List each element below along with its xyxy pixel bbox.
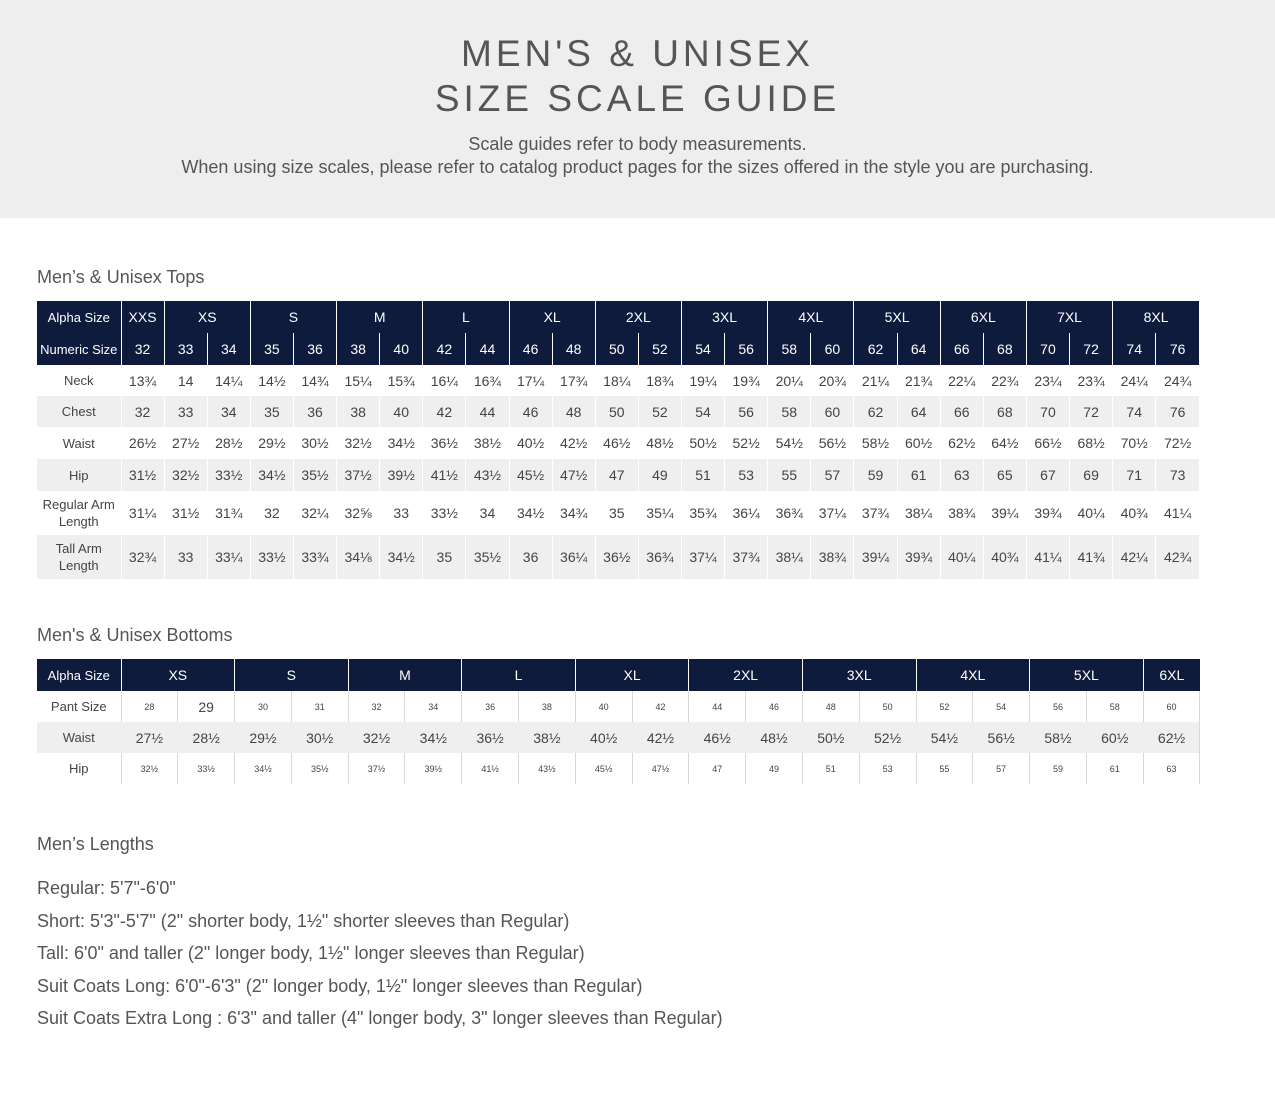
table-cell: 34½ bbox=[235, 753, 292, 784]
table-cell: 46 bbox=[746, 691, 803, 722]
length-item: Suit Coats Long: 6'0"-6'3" (2" longer body, 1½" longer sleeves than Regular) bbox=[37, 975, 643, 996]
table-cell: 35½ bbox=[293, 459, 336, 491]
table-cell: 61 bbox=[1086, 753, 1143, 784]
table-cell: 24¾ bbox=[1156, 365, 1199, 396]
table-cell: 73 bbox=[1156, 459, 1199, 491]
table-cell: 34½ bbox=[380, 427, 423, 459]
table-cell: 36¼ bbox=[725, 491, 768, 535]
table-cell: 58½ bbox=[1030, 722, 1087, 753]
table-cell: 40 bbox=[575, 691, 632, 722]
table-cell: 40¼ bbox=[1070, 491, 1113, 535]
numeric-size-cell: 62 bbox=[854, 333, 897, 365]
numeric-size-cell: 42 bbox=[423, 333, 466, 365]
numeric-size-cell: 72 bbox=[1070, 333, 1113, 365]
alpha-size-cell: 8XL bbox=[1113, 301, 1199, 333]
table-cell: 38¾ bbox=[811, 535, 854, 579]
numeric-size-cell: 54 bbox=[681, 333, 724, 365]
table-cell: 33¾ bbox=[293, 535, 336, 579]
table-cell: 37½ bbox=[337, 459, 380, 491]
table-cell: 38¼ bbox=[897, 491, 940, 535]
row-label: Tall Arm Length bbox=[37, 535, 121, 579]
table-cell: 34 bbox=[466, 491, 509, 535]
row-label: Waist bbox=[37, 427, 121, 459]
table-cell: 68 bbox=[983, 396, 1026, 427]
bottoms-alpha-size-row bbox=[37, 659, 1200, 691]
numeric-size-cell: 32 bbox=[121, 333, 164, 365]
table-cell: 28½ bbox=[207, 427, 250, 459]
table-cell: 31 bbox=[291, 691, 348, 722]
table-cell: 31½ bbox=[164, 491, 207, 535]
table-cell: 56 bbox=[725, 396, 768, 427]
row-label: Hip bbox=[37, 459, 121, 491]
table-cell: 26½ bbox=[121, 427, 164, 459]
table-cell: 20¾ bbox=[811, 365, 854, 396]
table-cell: 53 bbox=[859, 753, 916, 784]
table-cell: 21¾ bbox=[897, 365, 940, 396]
table-cell: 40 bbox=[380, 396, 423, 427]
numeric-size-cell: 46 bbox=[509, 333, 552, 365]
table-cell: 47 bbox=[689, 753, 746, 784]
table-cell: 42 bbox=[423, 396, 466, 427]
table-cell: 36½ bbox=[462, 722, 519, 753]
table-cell: 23¼ bbox=[1026, 365, 1069, 396]
table-row bbox=[37, 691, 1200, 722]
table-cell: 14¼ bbox=[207, 365, 250, 396]
numeric-size-cell: 76 bbox=[1156, 333, 1199, 365]
bottoms-section-title: Men's & Unisex Bottoms bbox=[37, 625, 233, 645]
table-cell: 34½ bbox=[509, 491, 552, 535]
table-cell: 58½ bbox=[854, 427, 897, 459]
tops-alpha-size-row bbox=[37, 301, 1199, 333]
alpha-size-cell: M bbox=[348, 659, 462, 691]
table-cell: 76 bbox=[1156, 396, 1199, 427]
numeric-size-cell: 48 bbox=[552, 333, 595, 365]
table-cell: 58 bbox=[768, 396, 811, 427]
page-title-line2: SIZE SCALE GUIDE bbox=[434, 78, 841, 119]
table-cell: 28 bbox=[121, 691, 178, 722]
row-label: Neck bbox=[37, 365, 121, 396]
table-cell: 60½ bbox=[897, 427, 940, 459]
table-cell: 48 bbox=[802, 691, 859, 722]
table-cell: 40¼ bbox=[940, 535, 983, 579]
numeric-size-cell: 40 bbox=[380, 333, 423, 365]
table-cell: 46½ bbox=[595, 427, 638, 459]
table-cell: 16¼ bbox=[423, 365, 466, 396]
numeric-size-cell: 74 bbox=[1113, 333, 1156, 365]
table-cell: 38½ bbox=[518, 722, 575, 753]
table-cell: 18¾ bbox=[638, 365, 681, 396]
table-cell: 52 bbox=[916, 691, 973, 722]
table-cell: 40½ bbox=[509, 427, 552, 459]
table-cell: 32 bbox=[121, 396, 164, 427]
length-item: Suit Coats Extra Long : 6'3" and taller (4" longer body, 3" longer sleeves than Regular) bbox=[37, 1008, 723, 1028]
table-cell: 32½ bbox=[348, 722, 405, 753]
table-cell: 30½ bbox=[291, 722, 348, 753]
alpha-size-cell: XXS bbox=[121, 301, 164, 333]
table-cell: 48 bbox=[552, 396, 595, 427]
table-cell: 14¾ bbox=[293, 365, 336, 396]
table-cell: 24¼ bbox=[1113, 365, 1156, 396]
table-cell: 36 bbox=[509, 535, 552, 579]
table-cell: 35 bbox=[250, 396, 293, 427]
alpha-size-cell: S bbox=[235, 659, 349, 691]
table-cell: 36¾ bbox=[638, 535, 681, 579]
table-cell: 48½ bbox=[638, 427, 681, 459]
table-row bbox=[37, 535, 1199, 579]
table-cell: 49 bbox=[638, 459, 681, 491]
table-cell: 58 bbox=[1086, 691, 1143, 722]
table-cell: 45½ bbox=[509, 459, 552, 491]
table-cell: 38¾ bbox=[940, 491, 983, 535]
table-cell: 57 bbox=[973, 753, 1030, 784]
table-cell: 54 bbox=[681, 396, 724, 427]
table-cell: 60½ bbox=[1086, 722, 1143, 753]
tops-numeric-size-row bbox=[37, 333, 1199, 365]
table-cell: 50½ bbox=[802, 722, 859, 753]
alpha-size-cell: M bbox=[337, 301, 423, 333]
tops-size-table bbox=[37, 301, 1199, 579]
table-cell: 50½ bbox=[681, 427, 724, 459]
table-cell: 56½ bbox=[811, 427, 854, 459]
table-cell: 62½ bbox=[1143, 722, 1200, 753]
table-cell: 34 bbox=[405, 691, 462, 722]
alpha-size-cell: S bbox=[250, 301, 336, 333]
alpha-size-cell: 2XL bbox=[595, 301, 681, 333]
table-cell: 34 bbox=[207, 396, 250, 427]
table-cell: 34½ bbox=[250, 459, 293, 491]
table-cell: 37¼ bbox=[811, 491, 854, 535]
table-cell: 70½ bbox=[1113, 427, 1156, 459]
table-cell: 74 bbox=[1113, 396, 1156, 427]
table-cell: 42¼ bbox=[1113, 535, 1156, 579]
table-cell: 46 bbox=[509, 396, 552, 427]
table-cell: 39¼ bbox=[983, 491, 1026, 535]
table-cell: 50 bbox=[859, 691, 916, 722]
numeric-size-cell: 33 bbox=[164, 333, 207, 365]
table-cell: 64½ bbox=[983, 427, 1026, 459]
alpha-size-label: Alpha Size bbox=[37, 301, 121, 333]
numeric-size-cell: 44 bbox=[466, 333, 509, 365]
alpha-size-cell: XS bbox=[121, 659, 235, 691]
table-cell: 13¾ bbox=[121, 365, 164, 396]
table-cell: 39¼ bbox=[854, 535, 897, 579]
table-cell: 33 bbox=[164, 396, 207, 427]
table-cell: 31¾ bbox=[207, 491, 250, 535]
table-cell: 14 bbox=[164, 365, 207, 396]
alpha-size-cell: XL bbox=[509, 301, 595, 333]
table-cell: 34½ bbox=[380, 535, 423, 579]
table-cell: 60 bbox=[811, 396, 854, 427]
alpha-size-cell: 6XL bbox=[940, 301, 1026, 333]
table-cell: 32¼ bbox=[293, 491, 336, 535]
numeric-size-cell: 70 bbox=[1026, 333, 1069, 365]
table-cell: 41¾ bbox=[1070, 535, 1113, 579]
table-cell: 39½ bbox=[405, 753, 462, 784]
table-cell: 60 bbox=[1143, 691, 1200, 722]
subtitle-line1: Scale guides refer to body measurements. bbox=[468, 134, 807, 154]
table-cell: 27½ bbox=[164, 427, 207, 459]
table-cell: 37½ bbox=[348, 753, 405, 784]
alpha-size-cell: L bbox=[462, 659, 576, 691]
length-item: Regular: 5'7"-6'0" bbox=[37, 878, 176, 898]
table-cell: 63 bbox=[940, 459, 983, 491]
alpha-size-cell: 5XL bbox=[1030, 659, 1144, 691]
table-cell: 32 bbox=[250, 491, 293, 535]
alpha-size-cell: 4XL bbox=[768, 301, 854, 333]
alpha-size-cell: 7XL bbox=[1026, 301, 1112, 333]
row-label: Regular Arm Length bbox=[37, 491, 121, 535]
table-row bbox=[37, 396, 1199, 427]
table-cell: 69 bbox=[1070, 459, 1113, 491]
lengths-section-title: Men’s Lengths bbox=[37, 834, 154, 854]
alpha-size-cell: 3XL bbox=[681, 301, 767, 333]
table-cell: 39½ bbox=[380, 459, 423, 491]
table-cell: 29½ bbox=[235, 722, 292, 753]
table-row bbox=[37, 459, 1199, 491]
alpha-size-cell: L bbox=[423, 301, 509, 333]
table-cell: 32¾ bbox=[121, 535, 164, 579]
table-cell: 47 bbox=[595, 459, 638, 491]
table-cell: 22¼ bbox=[940, 365, 983, 396]
table-cell: 54½ bbox=[916, 722, 973, 753]
table-cell: 14½ bbox=[250, 365, 293, 396]
table-row bbox=[37, 722, 1200, 753]
table-cell: 40¾ bbox=[1113, 491, 1156, 535]
table-cell: 68½ bbox=[1070, 427, 1113, 459]
numeric-size-cell: 50 bbox=[595, 333, 638, 365]
table-cell: 57 bbox=[811, 459, 854, 491]
numeric-size-cell: 36 bbox=[293, 333, 336, 365]
subtitle-line2: When using size scales, please refer to catalog product pages for the sizes offered in the style you are purchasing. bbox=[181, 157, 1094, 177]
numeric-size-cell: 60 bbox=[811, 333, 854, 365]
numeric-size-cell: 68 bbox=[983, 333, 1026, 365]
table-cell: 35¼ bbox=[638, 491, 681, 535]
table-cell: 19¼ bbox=[681, 365, 724, 396]
length-item: Short: 5'3"-5'7" (2" shorter body, 1½" shorter sleeves than Regular) bbox=[37, 910, 570, 931]
table-cell: 20¼ bbox=[768, 365, 811, 396]
table-cell: 38½ bbox=[466, 427, 509, 459]
table-cell: 64 bbox=[897, 396, 940, 427]
bottoms-size-table bbox=[37, 659, 1200, 784]
numeric-size-cell: 38 bbox=[337, 333, 380, 365]
table-cell: 67 bbox=[1026, 459, 1069, 491]
table-cell: 34⅛ bbox=[337, 535, 380, 579]
table-cell: 17¼ bbox=[509, 365, 552, 396]
table-cell: 61 bbox=[897, 459, 940, 491]
table-row bbox=[37, 491, 1199, 535]
table-cell: 46½ bbox=[689, 722, 746, 753]
table-row bbox=[37, 365, 1199, 396]
alpha-size-cell: 5XL bbox=[854, 301, 940, 333]
numeric-size-cell: 52 bbox=[638, 333, 681, 365]
table-cell: 43½ bbox=[518, 753, 575, 784]
table-cell: 33½ bbox=[250, 535, 293, 579]
table-cell: 15¾ bbox=[380, 365, 423, 396]
table-cell: 52½ bbox=[859, 722, 916, 753]
table-cell: 56 bbox=[1030, 691, 1087, 722]
table-cell: 56½ bbox=[973, 722, 1030, 753]
alpha-size-cell: XS bbox=[164, 301, 250, 333]
table-cell: 33½ bbox=[423, 491, 466, 535]
row-label: Pant Size bbox=[37, 691, 121, 722]
table-cell: 44 bbox=[466, 396, 509, 427]
table-cell: 55 bbox=[916, 753, 973, 784]
table-cell: 22¾ bbox=[983, 365, 1026, 396]
numeric-size-cell: 58 bbox=[768, 333, 811, 365]
table-cell: 35 bbox=[595, 491, 638, 535]
alpha-size-cell: XL bbox=[575, 659, 689, 691]
table-cell: 18¼ bbox=[595, 365, 638, 396]
numeric-size-cell: 66 bbox=[940, 333, 983, 365]
table-cell: 36 bbox=[293, 396, 336, 427]
alpha-size-cell: 3XL bbox=[802, 659, 916, 691]
table-cell: 32⅝ bbox=[337, 491, 380, 535]
table-cell: 38 bbox=[518, 691, 575, 722]
table-cell: 32½ bbox=[121, 753, 178, 784]
table-cell: 72½ bbox=[1156, 427, 1199, 459]
tops-section-title: Men’s & Unisex Tops bbox=[37, 267, 205, 287]
table-cell: 70 bbox=[1026, 396, 1069, 427]
table-cell: 33¼ bbox=[207, 535, 250, 579]
table-cell: 16¾ bbox=[466, 365, 509, 396]
table-cell: 39¾ bbox=[897, 535, 940, 579]
row-label: Hip bbox=[37, 753, 121, 784]
table-cell: 36½ bbox=[423, 427, 466, 459]
table-cell: 41½ bbox=[423, 459, 466, 491]
table-cell: 32 bbox=[348, 691, 405, 722]
table-cell: 66 bbox=[940, 396, 983, 427]
table-cell: 72 bbox=[1070, 396, 1113, 427]
table-cell: 52 bbox=[638, 396, 681, 427]
table-cell: 41¼ bbox=[1156, 491, 1199, 535]
table-cell: 30½ bbox=[293, 427, 336, 459]
numeric-size-cell: 34 bbox=[207, 333, 250, 365]
table-cell: 33½ bbox=[178, 753, 235, 784]
table-cell: 44 bbox=[689, 691, 746, 722]
table-cell: 32½ bbox=[164, 459, 207, 491]
table-cell: 31¼ bbox=[121, 491, 164, 535]
alpha-size-cell: 6XL bbox=[1143, 659, 1200, 691]
table-cell: 53 bbox=[725, 459, 768, 491]
table-cell: 59 bbox=[1030, 753, 1087, 784]
table-cell: 32½ bbox=[337, 427, 380, 459]
table-cell: 37¼ bbox=[681, 535, 724, 579]
table-cell: 23¾ bbox=[1070, 365, 1113, 396]
table-cell: 31½ bbox=[121, 459, 164, 491]
table-cell: 33 bbox=[164, 535, 207, 579]
table-cell: 42½ bbox=[552, 427, 595, 459]
table-cell: 36¼ bbox=[552, 535, 595, 579]
table-cell: 51 bbox=[681, 459, 724, 491]
table-row bbox=[37, 753, 1200, 784]
table-cell: 54½ bbox=[768, 427, 811, 459]
page-title-line1: MEN'S & UNISEX bbox=[461, 33, 814, 74]
table-cell: 38 bbox=[337, 396, 380, 427]
table-cell: 52½ bbox=[725, 427, 768, 459]
table-cell: 39¾ bbox=[1026, 491, 1069, 535]
table-cell: 54 bbox=[973, 691, 1030, 722]
table-cell: 27½ bbox=[121, 722, 178, 753]
table-cell: 30 bbox=[235, 691, 292, 722]
table-cell: 35 bbox=[423, 535, 466, 579]
table-cell: 66½ bbox=[1026, 427, 1069, 459]
table-cell: 15¼ bbox=[337, 365, 380, 396]
table-cell: 29 bbox=[178, 691, 235, 722]
table-cell: 33½ bbox=[207, 459, 250, 491]
header-banner bbox=[0, 0, 1275, 218]
table-cell: 28½ bbox=[178, 722, 235, 753]
alpha-size-cell: 2XL bbox=[689, 659, 803, 691]
table-cell: 40¾ bbox=[983, 535, 1026, 579]
table-cell: 50 bbox=[595, 396, 638, 427]
table-cell: 62½ bbox=[940, 427, 983, 459]
numeric-size-cell: 64 bbox=[897, 333, 940, 365]
row-label: Chest bbox=[37, 396, 121, 427]
table-cell: 47½ bbox=[632, 753, 689, 784]
table-cell: 71 bbox=[1113, 459, 1156, 491]
table-cell: 35½ bbox=[466, 535, 509, 579]
table-cell: 55 bbox=[768, 459, 811, 491]
table-cell: 49 bbox=[746, 753, 803, 784]
table-cell: 43½ bbox=[466, 459, 509, 491]
table-cell: 36½ bbox=[595, 535, 638, 579]
table-cell: 48½ bbox=[746, 722, 803, 753]
table-cell: 59 bbox=[854, 459, 897, 491]
table-cell: 21¼ bbox=[854, 365, 897, 396]
table-cell: 65 bbox=[983, 459, 1026, 491]
table-cell: 37¾ bbox=[725, 535, 768, 579]
table-cell: 29½ bbox=[250, 427, 293, 459]
table-cell: 37¾ bbox=[854, 491, 897, 535]
table-cell: 36¾ bbox=[768, 491, 811, 535]
table-cell: 51 bbox=[802, 753, 859, 784]
table-cell: 42 bbox=[632, 691, 689, 722]
table-cell: 36 bbox=[462, 691, 519, 722]
table-cell: 34¾ bbox=[552, 491, 595, 535]
table-cell: 17¾ bbox=[552, 365, 595, 396]
table-row bbox=[37, 427, 1199, 459]
numeric-size-label: Numeric Size bbox=[37, 333, 121, 365]
table-cell: 35¾ bbox=[681, 491, 724, 535]
table-cell: 19¾ bbox=[725, 365, 768, 396]
table-cell: 47½ bbox=[552, 459, 595, 491]
table-cell: 34½ bbox=[405, 722, 462, 753]
numeric-size-cell: 56 bbox=[725, 333, 768, 365]
table-cell: 35½ bbox=[291, 753, 348, 784]
row-label: Waist bbox=[37, 722, 121, 753]
table-cell: 62 bbox=[854, 396, 897, 427]
table-cell: 42½ bbox=[632, 722, 689, 753]
alpha-size-label: Alpha Size bbox=[37, 659, 121, 691]
table-cell: 42¾ bbox=[1156, 535, 1199, 579]
table-cell: 33 bbox=[380, 491, 423, 535]
numeric-size-cell: 35 bbox=[250, 333, 293, 365]
table-cell: 41½ bbox=[462, 753, 519, 784]
table-cell: 41¼ bbox=[1026, 535, 1069, 579]
table-cell: 40½ bbox=[575, 722, 632, 753]
table-cell: 38¼ bbox=[768, 535, 811, 579]
alpha-size-cell: 4XL bbox=[916, 659, 1030, 691]
table-cell: 63 bbox=[1143, 753, 1200, 784]
table-cell: 45½ bbox=[575, 753, 632, 784]
length-item: Tall: 6'0" and taller (2" longer body, 1½" longer sleeves than Regular) bbox=[37, 943, 585, 963]
